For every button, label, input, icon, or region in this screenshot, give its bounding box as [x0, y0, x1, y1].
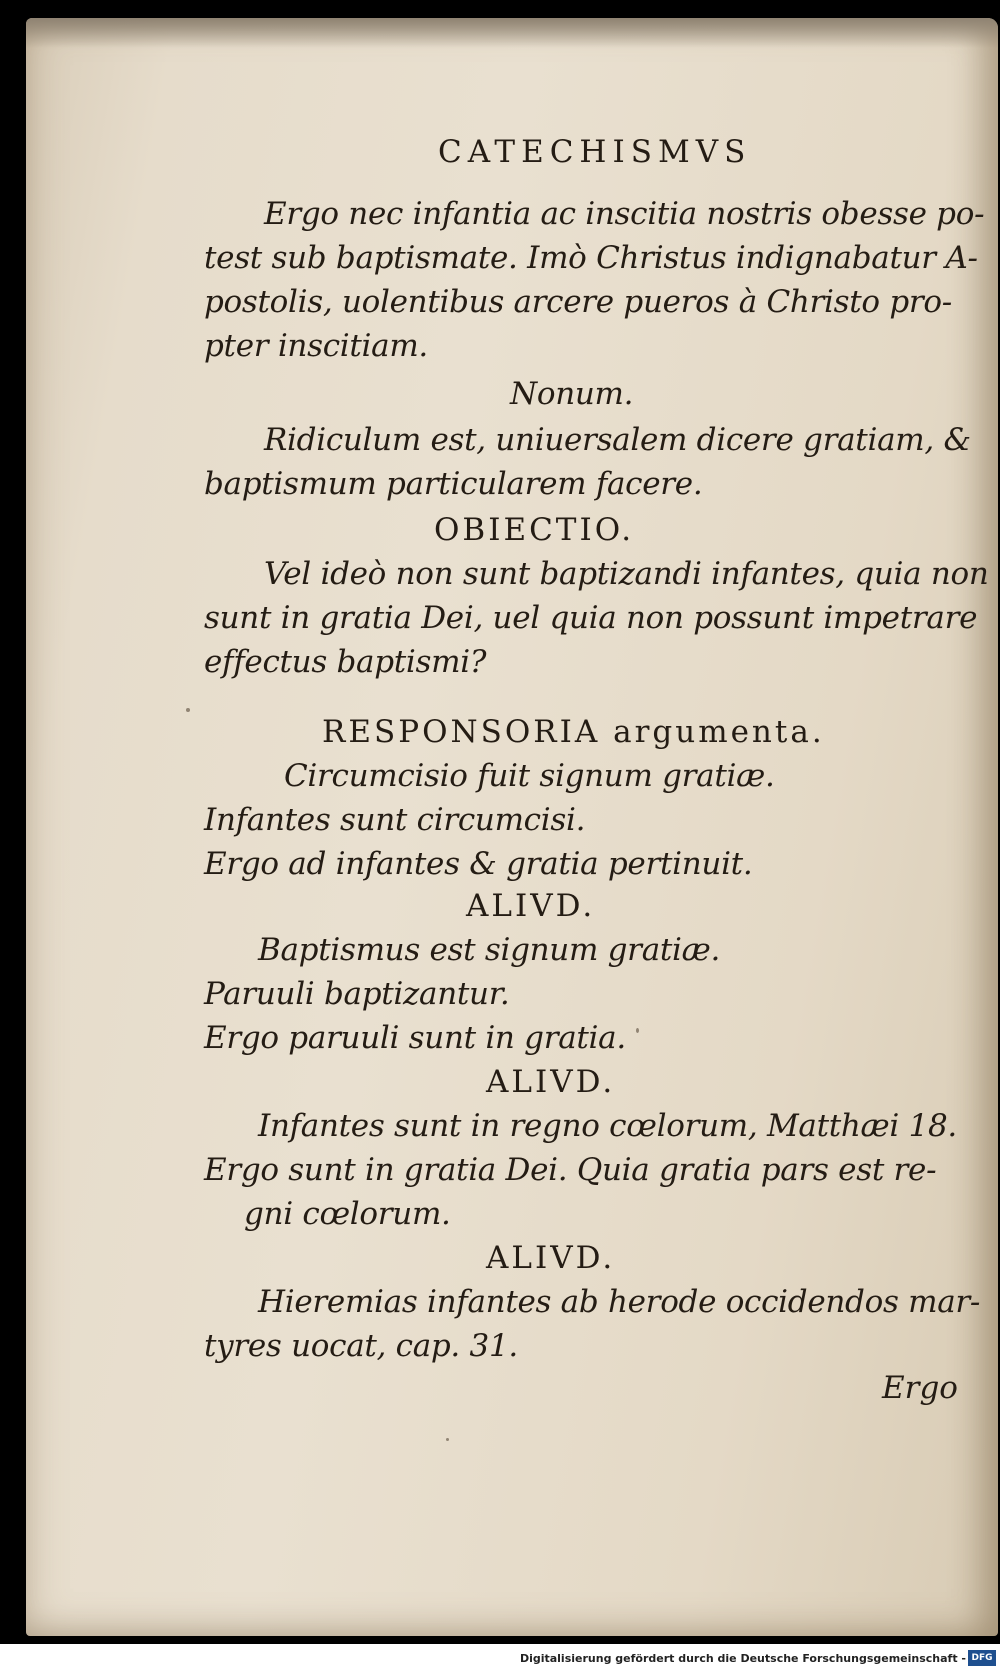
section-heading: ALIVD. — [466, 888, 596, 924]
ink-speck — [446, 1438, 449, 1441]
section-heading: ALIVD. — [486, 1240, 616, 1276]
dfg-logo: DFG — [968, 1650, 996, 1666]
text-line: Infantes sunt circumcisi. — [204, 802, 586, 838]
text-line: Vel ideò non sunt baptizandi infantes, quia non — [264, 556, 989, 592]
footer-bar — [0, 1644, 1000, 1676]
text-line: Ergo ad infantes & gratia pertinuit. — [204, 846, 753, 882]
text-line: sunt in gratia Dei, uel quia non possunt impetrare — [204, 600, 978, 636]
text-line: Circumcisio fuit signum gratiæ. — [284, 758, 775, 794]
digitization-credit: Digitalisierung gefördert durch die Deutsche Forschungsgemeinschaft - — [519, 1652, 966, 1665]
catchword: Ergo — [882, 1370, 958, 1406]
section-heading: ALIVD. — [486, 1064, 616, 1100]
text-line: Paruuli baptizantur. — [204, 976, 510, 1012]
running-head: CATECHISMVS — [438, 134, 752, 170]
text-line: postolis, uolentibus arcere pueros à Christo pro- — [204, 284, 952, 320]
text-line: Ergo paruuli sunt in gratia. — [204, 1020, 626, 1056]
ink-speck — [636, 1028, 639, 1033]
text-line: baptismum particularem facere. — [204, 466, 703, 502]
text-line: Ergo sunt in gratia Dei. Quia gratia pars est re- — [204, 1152, 937, 1188]
ink-speck — [186, 708, 190, 712]
text-line: gni cœlorum. — [244, 1196, 451, 1232]
text-line: tyres uocat, cap. 31. — [204, 1328, 518, 1364]
section-heading: OBIECTIO. — [434, 512, 635, 548]
text-line: Ridiculum est, uniuersalem dicere gratiam, & — [264, 422, 971, 458]
text-line: Baptismus est signum gratiæ. — [258, 932, 721, 968]
section-heading: RESPONSORIA argumenta. — [322, 714, 825, 750]
text-line: Hieremias infantes ab herode occidendos mar- — [258, 1284, 981, 1320]
book-page — [26, 18, 998, 1636]
section-heading: Nonum. — [510, 376, 634, 412]
text-line: test sub baptismate. Imò Christus indignabatur A- — [204, 240, 978, 276]
text-line: pter inscitiam. — [204, 328, 428, 364]
text-line: Ergo nec infantia ac inscitia nostris obesse po- — [264, 196, 985, 232]
text-line: Infantes sunt in regno cœlorum, Matthæi 18. — [258, 1108, 957, 1144]
text-line: effectus baptismi? — [204, 644, 487, 680]
